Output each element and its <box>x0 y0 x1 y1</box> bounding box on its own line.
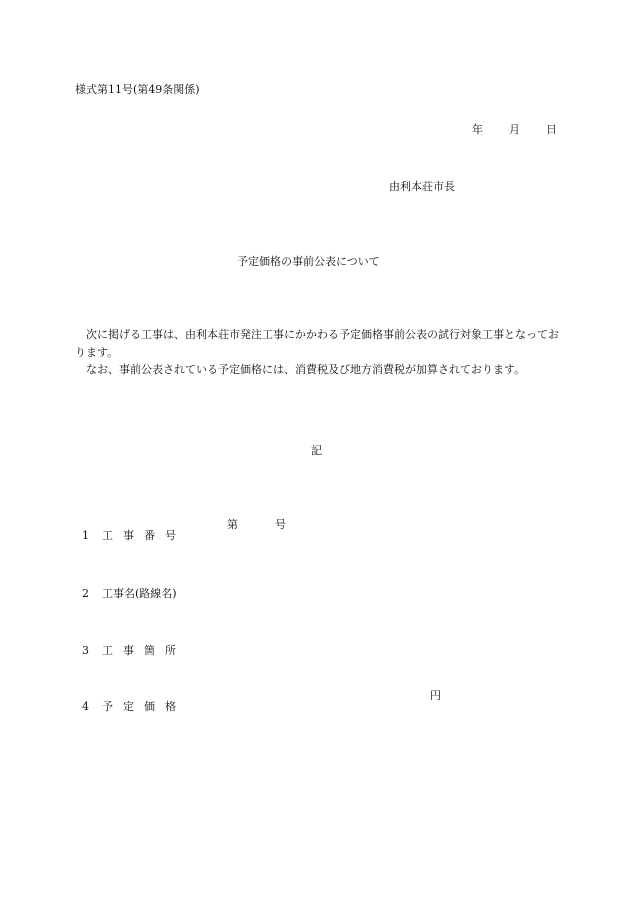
item-label: 工事番号 <box>102 529 186 542</box>
construction-number-field <box>227 519 286 530</box>
item-planned-price <box>75 690 186 712</box>
item-label: 予定価格 <box>102 700 186 713</box>
body-paragraph-2: なお、事前公表されている予定価格には、消費税及び地方消費税が加算されております。 <box>86 363 526 376</box>
construction-number-suffix: 号 <box>275 518 286 531</box>
date-month: 月 <box>509 123 520 136</box>
item-number: 2 <box>82 587 89 600</box>
date-year: 年 <box>472 123 483 136</box>
body-paragraph-1: 次に掲げる工事は、由利本荘市発注工事にかかわる予定価格事前公表の試行対象工事となっております。 <box>75 328 559 359</box>
price-unit: 円 <box>430 689 441 702</box>
item-number: 1 <box>82 529 89 542</box>
ki-heading: 記 <box>311 444 322 457</box>
item-construction-number <box>75 519 186 541</box>
addressee: 由利本荘市長 <box>389 180 455 193</box>
item-number: 4 <box>82 700 89 713</box>
form-label: 様式第11号(第49条関係) <box>75 83 200 96</box>
date-day: 日 <box>546 123 557 136</box>
document-title: 予定価格の事前公表について <box>237 255 380 268</box>
body-text <box>75 326 565 379</box>
construction-number-prefix: 第 <box>227 518 238 531</box>
item-number: 3 <box>82 644 89 657</box>
item-construction-name <box>75 577 177 599</box>
date-line <box>472 124 557 135</box>
item-label: 工事箇所 <box>102 644 186 657</box>
item-label: 工事名(路線名) <box>102 587 177 600</box>
item-construction-location <box>75 634 186 656</box>
